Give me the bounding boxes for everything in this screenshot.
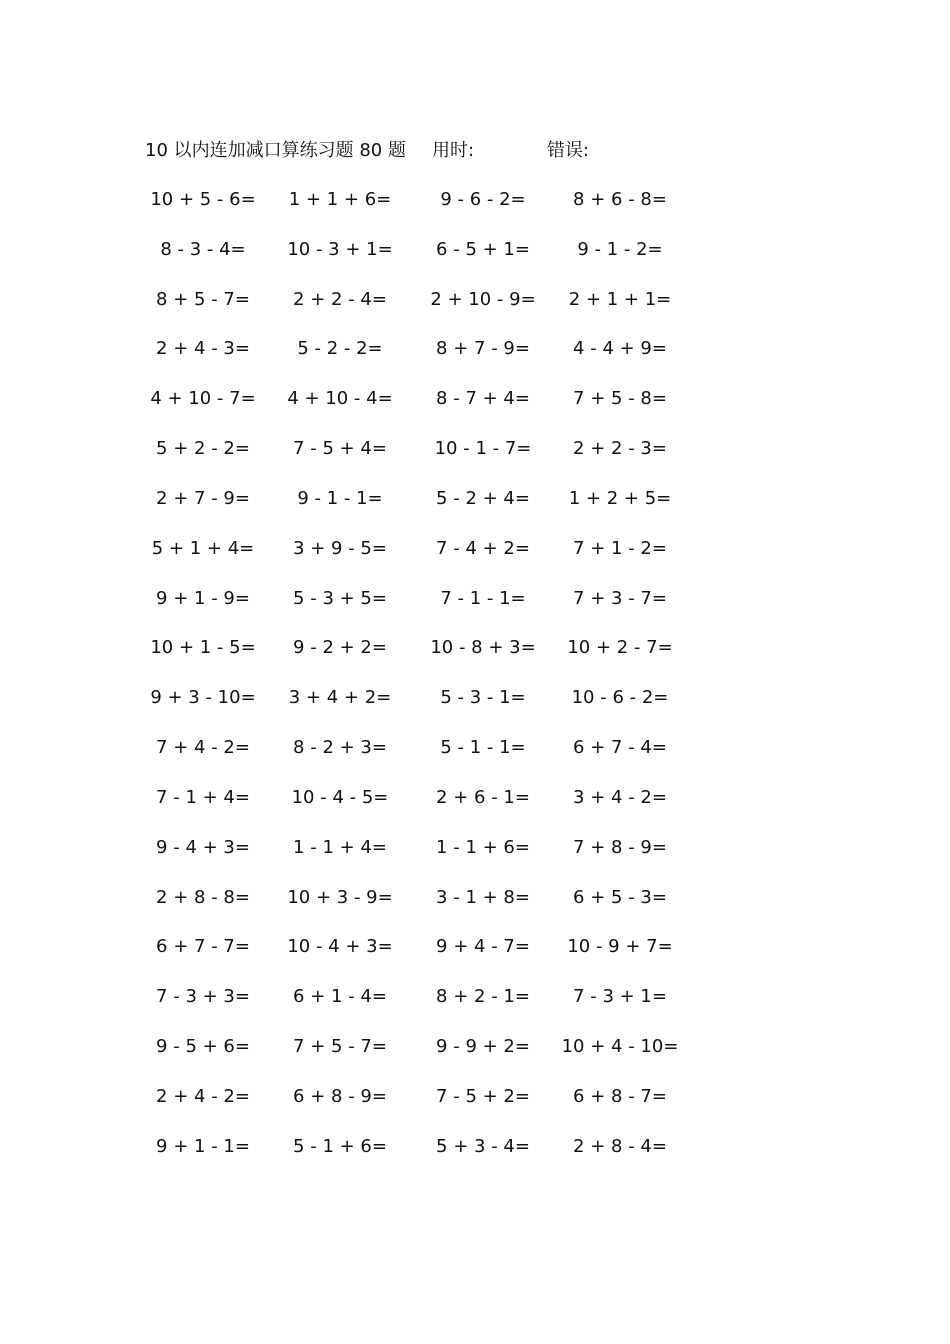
problem-item: 8 + 2 - 1= xyxy=(436,986,530,1008)
problem-item: 8 + 6 - 8= xyxy=(573,189,667,210)
problem-row xyxy=(0,734,950,784)
problem-item: 2 + 2 - 3= xyxy=(573,438,667,460)
problem-item: 6 + 8 - 7= xyxy=(573,1085,667,1107)
problem-item: 9 - 5 + 6= xyxy=(156,1036,250,1058)
problem-item: 7 + 3 - 7= xyxy=(573,587,667,609)
problem-item: 10 + 1 - 5= xyxy=(150,637,256,659)
problem-item: 7 + 1 - 2= xyxy=(573,537,667,559)
problem-item: 5 + 3 - 4= xyxy=(436,1135,530,1157)
problem-item: 7 + 4 - 2= xyxy=(156,737,250,759)
problem-row xyxy=(0,1133,950,1183)
problem-item: 1 - 1 + 6= xyxy=(436,836,530,858)
problem-item: 6 + 5 - 3= xyxy=(573,886,667,908)
problem-row xyxy=(0,834,950,884)
problem-item: 2 + 1 + 1= xyxy=(568,288,672,310)
problem-item: 2 + 7 - 9= xyxy=(156,487,250,509)
problem-item: 10 - 4 - 5= xyxy=(291,786,389,808)
problem-item: 9 - 2 + 2= xyxy=(293,637,387,659)
problem-row xyxy=(0,236,950,286)
problem-item: 6 + 1 - 4= xyxy=(293,986,387,1008)
problem-item: 4 + 10 - 7= xyxy=(150,388,256,410)
problem-item: 9 - 4 + 3= xyxy=(156,836,250,858)
problem-item: 6 + 7 - 4= xyxy=(573,737,667,759)
problem-item: 7 + 5 - 7= xyxy=(293,1036,387,1058)
problem-row xyxy=(0,385,950,435)
problem-item: 6 - 5 + 1= xyxy=(436,238,530,260)
problem-item: 3 + 4 + 2= xyxy=(288,687,392,709)
problem-item: 7 - 4 + 2= xyxy=(436,537,530,559)
problem-item: 1 + 1 + 6= xyxy=(288,189,392,210)
problem-item: 9 - 6 - 2= xyxy=(440,189,526,210)
problem-item: 2 + 8 - 4= xyxy=(573,1135,667,1157)
problem-row xyxy=(0,1033,950,1083)
problem-item: 7 - 1 + 4= xyxy=(156,786,250,808)
problem-row xyxy=(0,684,950,734)
problem-item: 7 + 5 - 8= xyxy=(573,388,667,410)
problem-item: 7 - 5 + 4= xyxy=(293,438,387,460)
problem-grid xyxy=(0,186,950,1183)
time-label: 用时: xyxy=(432,140,475,161)
problem-item: 5 + 1 + 4= xyxy=(151,537,255,559)
problem-item: 7 + 8 - 9= xyxy=(573,836,667,858)
problem-row xyxy=(0,1083,950,1133)
problem-item: 7 - 1 - 1= xyxy=(440,587,526,609)
problem-row xyxy=(0,634,950,684)
problem-item: 10 - 9 + 7= xyxy=(567,936,673,958)
problem-item: 8 + 7 - 9= xyxy=(436,338,530,360)
problem-row xyxy=(0,485,950,535)
problem-item: 2 + 4 - 2= xyxy=(156,1085,250,1107)
problem-item: 8 - 3 - 4= xyxy=(160,238,246,260)
problem-row xyxy=(0,784,950,834)
problem-item: 9 - 1 - 1= xyxy=(297,487,383,509)
problem-item: 3 + 9 - 5= xyxy=(293,537,387,559)
problem-item: 9 - 9 + 2= xyxy=(436,1036,530,1058)
problem-item: 7 - 3 + 3= xyxy=(156,986,250,1008)
problem-row xyxy=(0,983,950,1033)
problem-item: 9 + 1 - 9= xyxy=(156,587,250,609)
problem-item: 5 - 3 + 5= xyxy=(293,587,387,609)
problem-item: 5 - 2 - 2= xyxy=(297,338,383,360)
worksheet-header xyxy=(0,136,950,166)
problem-item: 7 - 3 + 1= xyxy=(573,986,667,1008)
problem-item: 10 + 2 - 7= xyxy=(567,637,673,659)
problem-item: 10 + 5 - 6= xyxy=(150,189,256,210)
problem-item: 5 - 3 - 1= xyxy=(440,687,526,709)
problem-item: 2 + 6 - 1= xyxy=(436,786,530,808)
problem-item: 5 - 1 - 1= xyxy=(440,737,526,759)
problem-item: 10 - 1 - 7= xyxy=(434,438,532,460)
error-label: 错误: xyxy=(547,140,590,161)
problem-row xyxy=(0,535,950,585)
problem-item: 9 + 3 - 10= xyxy=(150,687,256,709)
problem-item: 5 + 2 - 2= xyxy=(156,438,250,460)
problem-item: 4 + 10 - 4= xyxy=(287,388,393,410)
problem-item: 8 - 7 + 4= xyxy=(436,388,530,410)
problem-item: 8 + 5 - 7= xyxy=(156,288,250,310)
problem-item: 10 + 4 - 10= xyxy=(561,1036,679,1058)
problem-item: 2 + 10 - 9= xyxy=(430,288,536,310)
problem-item: 7 - 5 + 2= xyxy=(436,1085,530,1107)
problem-item: 9 - 1 - 2= xyxy=(577,238,663,260)
problem-row xyxy=(0,335,950,385)
problem-item: 10 - 8 + 3= xyxy=(430,637,536,659)
problem-item: 9 + 1 - 1= xyxy=(156,1135,250,1157)
problem-item: 9 + 4 - 7= xyxy=(436,936,530,958)
problem-item: 10 - 4 + 3= xyxy=(287,936,393,958)
problem-item: 2 + 8 - 8= xyxy=(156,886,250,908)
problem-item: 5 - 2 + 4= xyxy=(436,487,530,509)
problem-item: 1 - 1 + 4= xyxy=(293,836,387,858)
problem-row xyxy=(0,286,950,336)
problem-item: 2 + 2 - 4= xyxy=(293,288,387,310)
problem-item: 5 - 1 + 6= xyxy=(293,1135,387,1157)
problem-row xyxy=(0,186,950,236)
problem-row xyxy=(0,884,950,934)
problem-item: 10 + 3 - 9= xyxy=(287,886,393,908)
problem-row xyxy=(0,933,950,983)
problem-item: 6 + 7 - 7= xyxy=(156,936,250,958)
problem-item: 3 + 4 - 2= xyxy=(573,786,667,808)
problem-item: 10 - 3 + 1= xyxy=(287,238,393,260)
problem-item: 8 - 2 + 3= xyxy=(293,737,387,759)
problem-row xyxy=(0,435,950,485)
worksheet-title: 10 以内连加减口算练习题 80 题 xyxy=(145,140,406,161)
problem-item: 4 - 4 + 9= xyxy=(573,338,667,360)
problem-item: 3 - 1 + 8= xyxy=(436,886,530,908)
problem-item: 2 + 4 - 3= xyxy=(156,338,250,360)
problem-item: 1 + 2 + 5= xyxy=(568,487,672,509)
problem-item: 10 - 6 - 2= xyxy=(571,687,669,709)
problem-row xyxy=(0,585,950,635)
problem-item: 6 + 8 - 9= xyxy=(293,1085,387,1107)
